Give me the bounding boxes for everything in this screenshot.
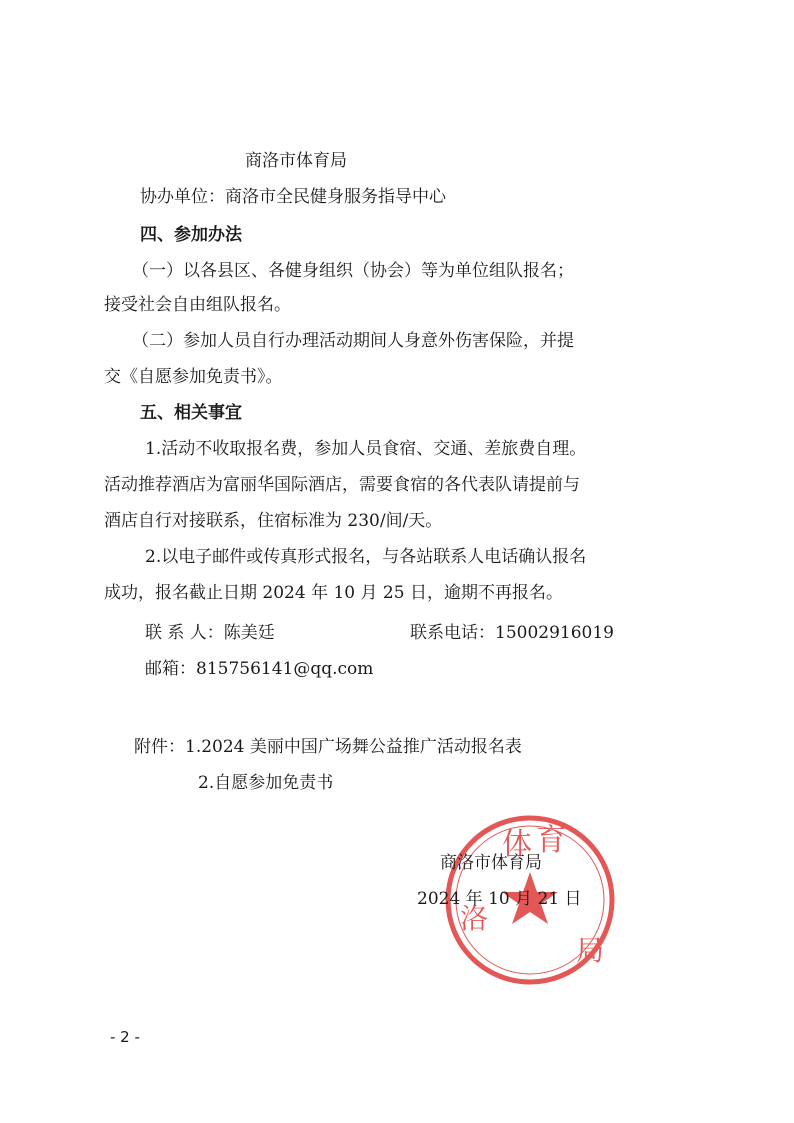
section5-p2-b: 成功，报名截止日期 2024 年 10 月 25 日，逾期不再报名。	[104, 583, 563, 603]
section5-p1-a: 1.活动不收取报名费，参加人员食宿、交通、差旅费自理。	[145, 439, 587, 459]
contact-phone: 联系电话：15002916019	[410, 623, 614, 643]
signature-org: 商洛市体育局	[440, 853, 542, 873]
org-line: 商洛市体育局	[245, 151, 347, 171]
signature-date: 2024 年 10 月 21 日	[417, 889, 582, 909]
section4-p1-b: 接受社会自由组队报名。	[104, 295, 291, 315]
co-organizer-line: 协办单位：商洛市全民健身服务指导中心	[140, 187, 446, 207]
section5-p2-a: 2.以电子邮件或传真形式报名，与各站联系人电话确认报名	[145, 547, 587, 567]
attachment-line-2: 2.自愿参加免责书	[198, 773, 334, 793]
contact-email: 邮箱：815756141@qq.com	[145, 659, 374, 679]
section5-p1-c: 酒店自行对接联系，住宿标准为 230/间/天。	[104, 511, 443, 531]
svg-text:局: 局	[576, 934, 605, 967]
page-number: - 2 -	[110, 1028, 140, 1046]
section5-p1-b: 活动推荐酒店为富丽华国际酒店，需要食宿的各代表队请提前与	[104, 475, 580, 495]
section4-p1-a: （一）以各县区、各健身组织（协会）等为单位组队报名；	[132, 261, 574, 281]
svg-text:洛: 洛	[460, 902, 489, 935]
section5-title: 五、相关事宜	[140, 403, 242, 423]
contact-person: 联 系 人：陈美廷	[145, 623, 275, 643]
svg-text:体: 体	[502, 827, 532, 862]
section4-p2-b: 交《自愿参加免责书》。	[104, 367, 283, 387]
svg-text:育: 育	[536, 823, 566, 858]
section4-title: 四、参加办法	[140, 225, 242, 245]
section4-p2-a: （二）参加人员自行办理活动期间人身意外伤害保险，并提	[132, 331, 574, 351]
attachment-line-1: 附件：1.2024 美丽中国广场舞公益推广活动报名表	[134, 737, 522, 757]
